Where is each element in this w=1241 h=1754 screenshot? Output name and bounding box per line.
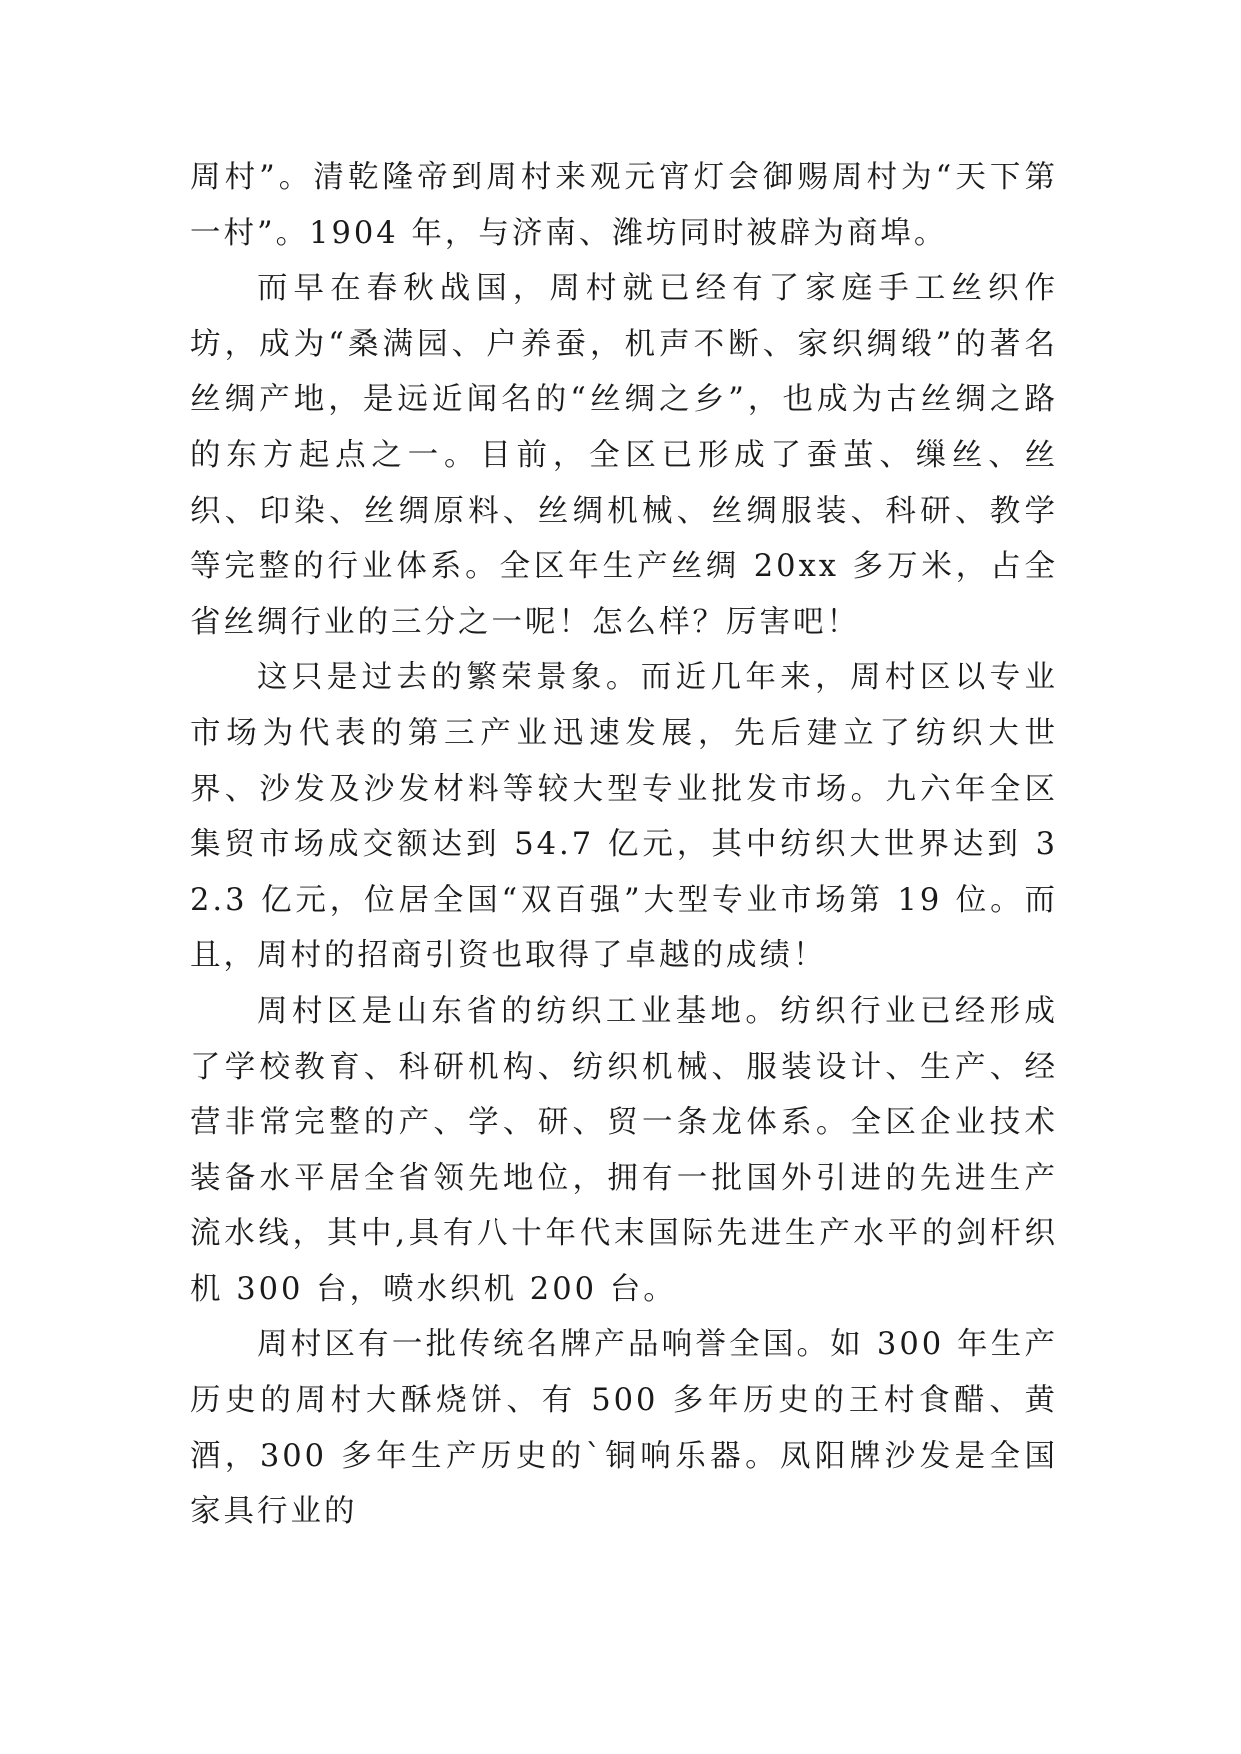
paragraph-5: 周村区有一批传统名牌产品响誉全国。如 300 年生产历史的周村大酥烧饼、有 500 多年历史的王村食醋、黄酒，300 多年生产历史的`铜响乐器。凤阳牌沙发是全国家具行业的: [190, 1327, 1058, 1530]
paragraph-3: 这只是过去的繁荣景象。而近几年来，周村区以专业市场为代表的第三产业迅速发展，先后建立了纺织大世界、沙发及沙发材料等较大型专业批发市场。九六年全区集贸市场成交额达到 54.7 亿元，其中纺织大世界达到 32.3 亿元，位居全国“双百强”大型专业市场第 19 位。而且，周村的招商引资也取得了卓越的成绩！: [190, 660, 1058, 974]
document-body: [190, 150, 1058, 1540]
paragraph-2: 而早在春秋战国，周村就已经有了家庭手工丝织作坊，成为“桑满园、户养蚕，机声不断、家织绸缎”的著名丝绸产地，是远近闻名的“丝绸之乡”，也成为古丝绸之路的东方起点之一。目前，全区已形成了蚕茧、缫丝、丝织、印染、丝绸原料、丝绸机械、丝绸服装、科研、教学等完整的行业体系。全区年生产丝绸 20xx 多万米，占全省丝绸行业的三分之一呢！怎么样？厉害吧！: [190, 271, 1058, 640]
paragraph-4: 周村区是山东省的纺织工业基地。纺织行业已经形成了学校教育、科研机构、纺织机械、服装设计、生产、经营非常完整的产、学、研、贸一条龙体系。全区企业技术装备水平居全省领先地位，拥有一批国外引进的先进生产流水线，其中,具有八十年代末国际先进生产水平的剑杆织机 300 台，喷水织机 200 台。: [190, 993, 1058, 1307]
paragraph-1: 周村”。清乾隆帝到周村来观元宵灯会御赐周村为“天下第一村”。1904 年，与济南、潍坊同时被辟为商埠。: [190, 160, 1058, 251]
